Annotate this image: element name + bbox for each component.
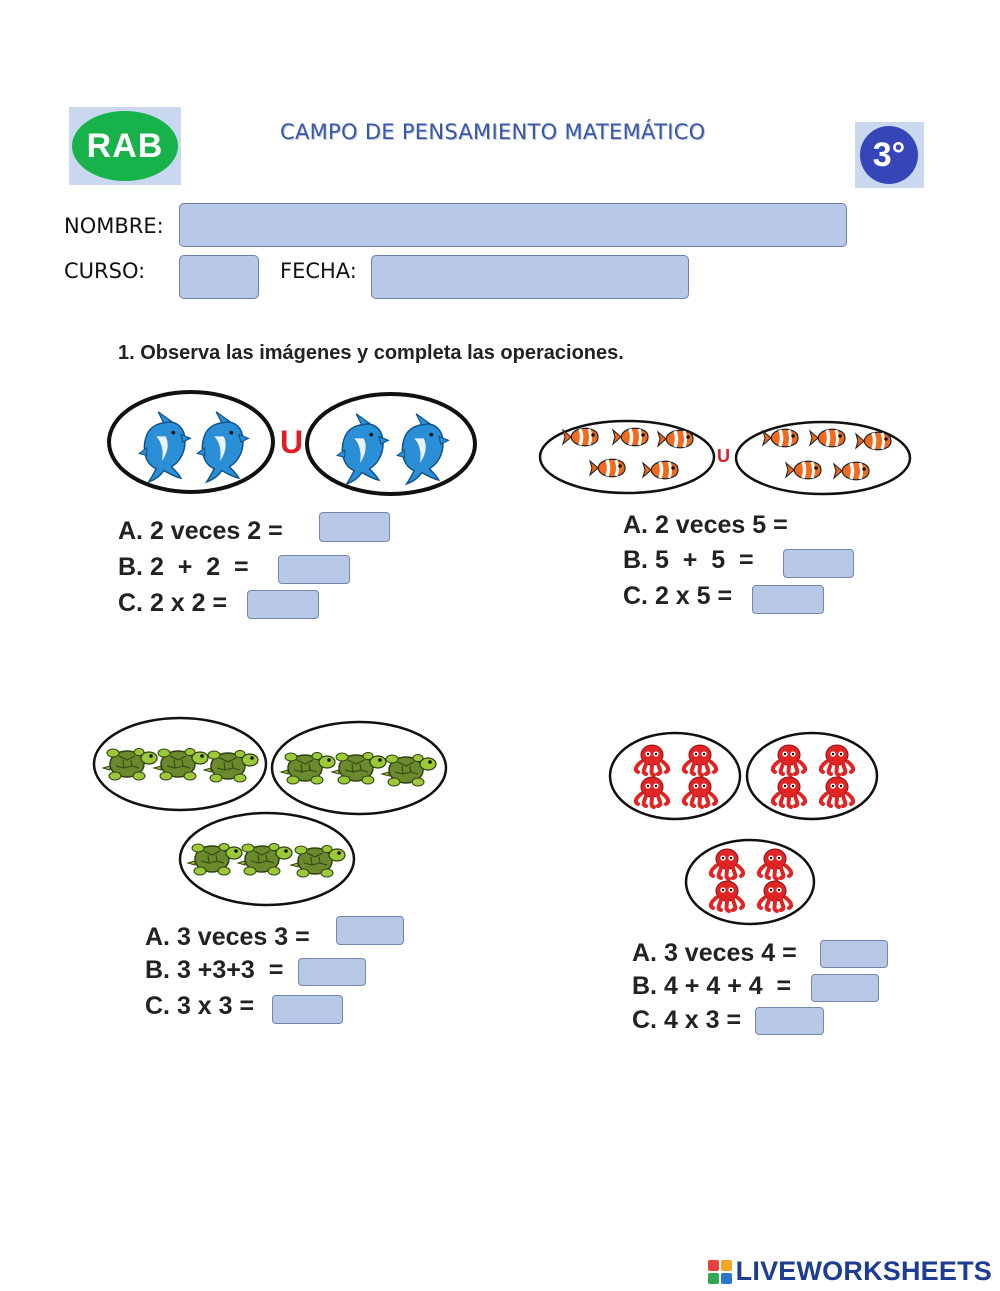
octopus-line-c: C. 4 x 3 = [632,1006,742,1034]
school-logo-text: RAB [72,111,178,181]
fish-answer-c[interactable] [752,585,824,614]
fish-answer-b[interactable] [783,549,854,578]
turtle-sets-picture [90,714,455,910]
logo-square-orange [721,1260,732,1271]
liveworksheets-brand-text: LIVEWORKSHEETS [735,1256,992,1286]
octopus-answer-c[interactable] [755,1007,824,1035]
grade-badge [855,122,924,188]
logo-square-blue [721,1273,732,1284]
grade-badge-text: 3° [860,126,918,184]
fish-line-a: A. 2 veces 5 = [623,511,788,539]
union-symbol: U [717,446,730,466]
turtles-line-a: A. 3 veces 3 = [145,923,310,951]
name-label: NOMBRE: [64,214,164,238]
turtles-line-b: B. 3 +3+3 = [145,956,284,984]
dolphins-line-c: C. 2 x 2 = [118,589,228,617]
fish-line-c: C. 2 x 5 = [623,582,733,610]
date-label: FECHA: [280,259,357,283]
octopus-line-b: B. 4 + 4 + 4 = [632,972,792,1000]
logo-square-red [708,1260,719,1271]
dolphins-line-a: A. 2 veces 2 = [118,517,283,545]
logo-square-green [708,1273,719,1284]
question-instruction: 1. Observa las imágenes y completa las operaciones. [118,342,624,364]
fish-line-b: B. 5 + 5 = [623,546,754,574]
turtles-answer-a[interactable] [336,916,404,945]
course-label: CURSO: [64,259,146,283]
turtles-answer-c[interactable] [272,995,343,1024]
dolphins-answer-b[interactable] [278,555,350,584]
dolphins-line-b: B. 2 + 2 = [118,553,249,581]
course-field[interactable] [179,255,259,299]
octopus-answer-b[interactable] [811,974,879,1002]
dolphins-answer-c[interactable] [247,590,319,619]
turtles-line-c: C. 3 x 3 = [145,992,255,1020]
dolphins-answer-a[interactable] [319,512,390,542]
union-symbol: U [280,424,304,460]
octopus-answer-a[interactable] [820,940,888,968]
liveworksheets-logo-icon [708,1260,732,1284]
turtles-answer-b[interactable] [298,958,366,986]
date-field[interactable] [371,255,689,299]
page-title: CAMPO DE PENSAMIENTO MATEMÁTICO [280,120,706,144]
name-field[interactable] [179,203,847,247]
octopus-line-a: A. 3 veces 4 = [632,939,797,967]
liveworksheets-brand[interactable] [708,1256,992,1287]
school-logo [69,107,181,185]
octopus-sets-picture [605,730,890,928]
